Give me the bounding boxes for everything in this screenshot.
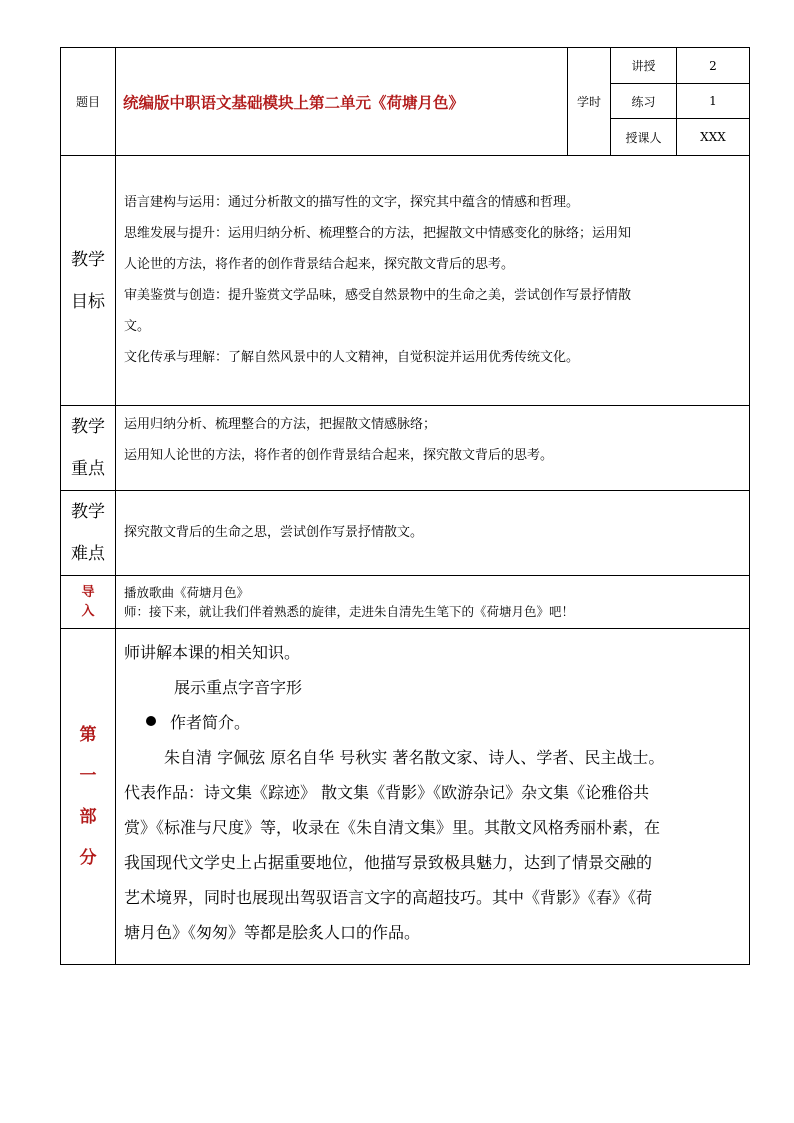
author-line: 塘月色》《匆匆》等都是脍炙人口的作品。 [124,923,421,942]
goal-line: 人论世的方法，将作者的创作背景结合起来，探究散文背后的思考。 [124,257,515,272]
hours-label: 学时 [568,48,611,156]
lecture-label: 讲授 [611,48,677,84]
author-bullet-text: 作者简介。 [170,713,251,732]
lecture-value: 2 [677,48,750,84]
part1-content [116,629,750,965]
part1-label [61,629,116,965]
author-line: 我国现代文学史上占据重要地位，他描写景致极具魅力，达到了情景交融的 [124,853,653,872]
goal-line: 文化传承与理解：了解自然风景中的人文精神，自觉积淀并运用优秀传统文化。 [124,350,580,365]
goal-line: 审美鉴赏与创造：提升鉴赏文学品味，感受自然景物中的生命之美，尝试创作写景抒情散 [124,288,632,303]
focus-label-line1: 教学 [71,417,105,437]
teacher-label: 授课人 [611,119,677,156]
focus-line: 运用知人论世的方法，将作者的创作背景结合起来，探究散文背后的思考。 [124,448,554,463]
difficulty-label-line2: 难点 [71,544,105,564]
difficulty-label-line1: 教学 [71,502,105,522]
lesson-plan-table [60,47,750,965]
goal-line: 思维发展与提升：运用归纳分析、梳理整合的方法，把握散文中情感变化的脉络；运用知 [124,226,632,241]
intro-label-line2: 入 [81,604,95,619]
topic-label: 题目 [61,48,116,156]
intro-label [61,576,116,629]
part1-heading: 展示重点字音字形 [174,678,303,697]
author-line: 朱自清 字佩弦 原名自华 号秋实 著名散文家、诗人、学者、民主战士。 [164,748,665,767]
goals-content [116,156,750,406]
focus-label-line2: 重点 [71,459,105,479]
part1-label-char: 部 [79,806,97,827]
difficulty-content [116,491,750,576]
focus-line: 运用归纳分析、梳理整合的方法，把握散文情感脉络； [124,417,437,432]
part1-label-char: 分 [79,847,97,868]
intro-content [116,576,750,629]
focus-content [116,406,750,491]
difficulty-label [61,491,116,576]
part1-intro-line: 师讲解本课的相关知识。 [124,643,301,662]
author-line: 代表作品：诗文集《踪迹》 散文集《背影》《欧游杂记》杂文集《论雅俗共 [124,783,650,802]
intro-line: 师：接下来，就让我们伴着熟悉的旋律，走进朱自清先生笔下的《荷塘月色》吧！ [124,604,575,619]
difficulty-text: 探究散文背后的生命之思，尝试创作写景抒情散文。 [124,525,424,540]
author-bullet [124,705,743,740]
part1-label-char: 第 [79,724,97,745]
bullet-dot-icon [146,716,156,726]
intro-line: 播放歌曲《荷塘月色》 [124,585,250,600]
practice-value: 1 [677,84,750,119]
part1-label-char: 一 [79,765,97,786]
lesson-title: 统编版中职语文基础模块上第二单元《荷塘月色》 [116,48,568,156]
goal-line: 文。 [124,319,151,334]
teacher-value: XXX [677,119,750,156]
author-line: 赏》《标准与尺度》等，收录在《朱自清文集》里。其散文风格秀丽朴素，在 [124,818,661,837]
author-line: 艺术境界，同时也展现出驾驭语言文字的高超技巧。其中《背影》《春》《荷 [124,888,653,907]
goals-label-line1: 教学 [71,249,105,270]
goals-label [61,156,116,406]
practice-label: 练习 [611,84,677,119]
goal-line: 语言建构与运用：通过分析散文的描写性的文字，探究其中蕴含的情感和哲理。 [124,195,580,210]
intro-label-line1: 导 [81,585,95,600]
goals-label-line2: 目标 [71,291,105,312]
focus-label [61,406,116,491]
